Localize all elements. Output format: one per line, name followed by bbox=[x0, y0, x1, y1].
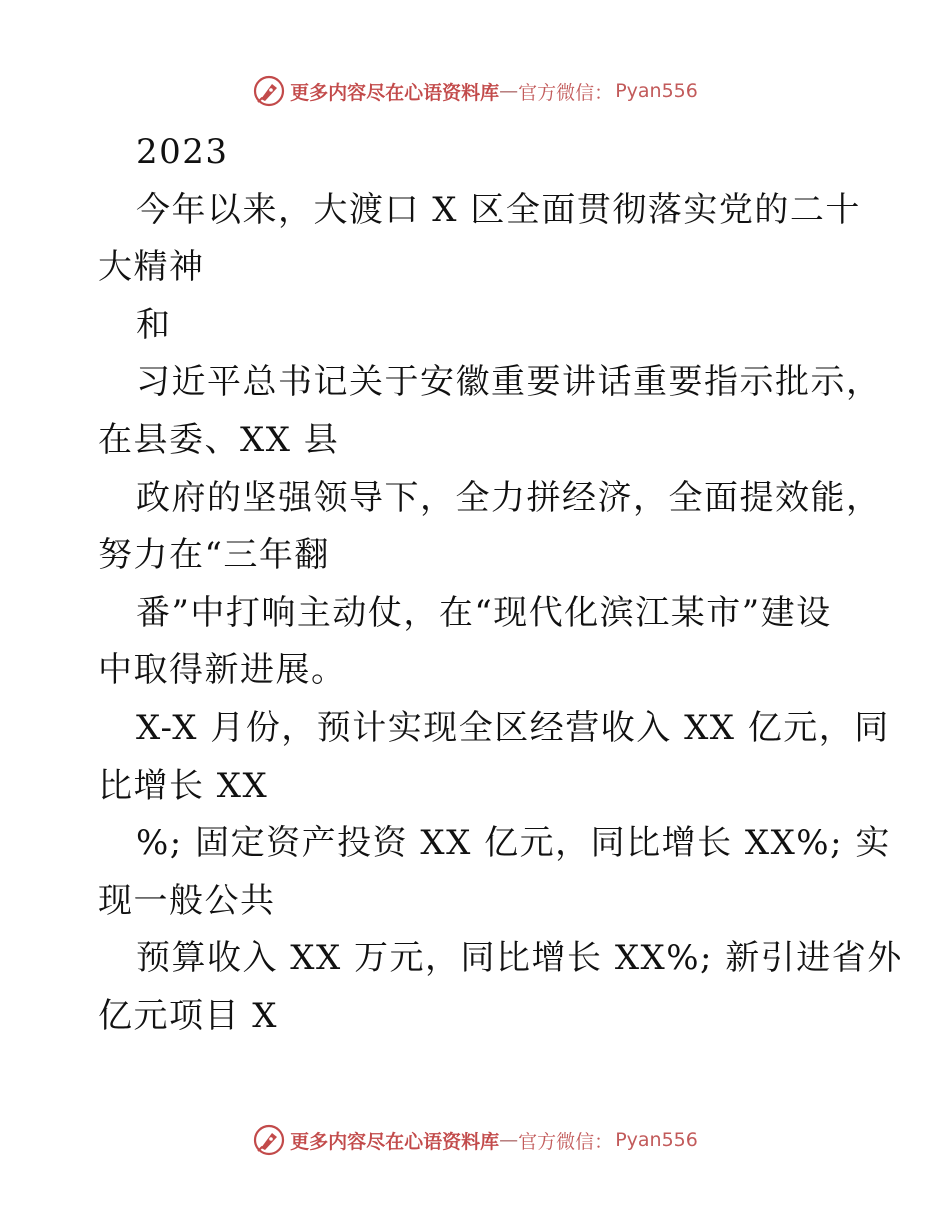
text-line: 比增长 XX bbox=[98, 765, 269, 806]
watermark-separator: — bbox=[499, 1129, 519, 1151]
watermark-text: 更多内容尽在心语资料库 bbox=[290, 81, 500, 104]
pen-nib-logo-icon bbox=[252, 1123, 286, 1157]
text-line: 现一般公共 bbox=[98, 880, 276, 921]
text-line: 今年以来，大渡口 X 区全面贯彻落实党的二十 bbox=[136, 189, 861, 230]
text-line: X-X 月份，预计实现全区经营收入 XX 亿元，同 bbox=[136, 707, 890, 748]
watermark-contact-id: Pyan556 bbox=[615, 1129, 698, 1151]
text-line: %; 固定资产投资 XX 亿元，同比增长 XX%; 实 bbox=[136, 823, 891, 864]
document-body bbox=[98, 124, 903, 1046]
text-line: 番”中打响主动仗，在“现代化滨江某市”建设 bbox=[136, 592, 832, 633]
pen-nib-logo-icon bbox=[252, 74, 286, 108]
watermark-contact-id: Pyan556 bbox=[615, 80, 698, 102]
text-line: 亿元项目 X bbox=[98, 995, 279, 1036]
text-line: 习近平总书记关于安徽重要讲话重要指示批示， bbox=[136, 362, 882, 403]
text-line: 政府的坚强领导下，全力拼经济，全面提效能， bbox=[136, 477, 882, 518]
text-line: 预算收入 XX 万元，同比增长 XX%; 新引进省外 bbox=[136, 938, 903, 979]
watermark-contact-label: 官方微信： bbox=[518, 1130, 614, 1153]
watermark-contact-label: 官方微信： bbox=[518, 81, 614, 104]
text-line: 和 bbox=[136, 304, 172, 345]
header-watermark bbox=[0, 71, 950, 111]
text-line: 在县委、XX 县 bbox=[98, 419, 340, 460]
footer-watermark bbox=[0, 1120, 950, 1160]
watermark-separator: — bbox=[499, 80, 519, 102]
text-line: 中取得新进展。 bbox=[98, 650, 347, 691]
text-line: 2023 bbox=[136, 132, 229, 172]
text-line: 努力在“三年翻 bbox=[98, 535, 330, 576]
text-line: 大精神 bbox=[98, 247, 205, 288]
watermark-text: 更多内容尽在心语资料库 bbox=[290, 1130, 500, 1153]
